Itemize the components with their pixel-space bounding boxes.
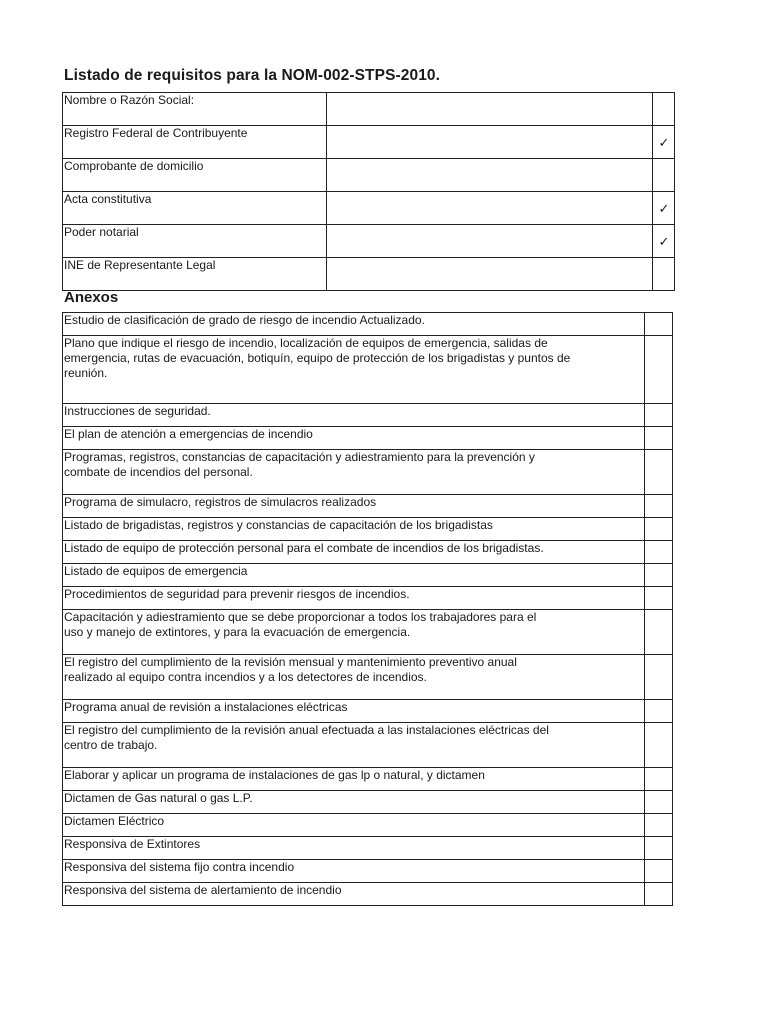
annex-table (62, 312, 673, 906)
annex-label: Plano que indique el riesgo de incendio, localización de equipos de emergencia, salidas de emergencia, rutas de evacuación, botiquín, equipo de protección de los brigadistas y puntos de reunión. (63, 336, 645, 404)
table-row (63, 768, 673, 791)
table-row (63, 93, 675, 126)
annex-label: Programa de simulacro, registros de simulacros realizados (63, 495, 645, 518)
check-mark-icon: ✓ (658, 134, 670, 150)
table-row (63, 404, 673, 427)
table-row (63, 495, 673, 518)
annex-check-cell[interactable] (645, 587, 673, 610)
requirement-check-cell[interactable] (653, 126, 675, 159)
annex-check-cell[interactable] (645, 610, 673, 655)
annex-check-cell[interactable] (645, 313, 673, 336)
table-row (63, 883, 673, 906)
requirement-label: Nombre o Razón Social: (63, 93, 327, 126)
table-row (63, 126, 675, 159)
requirement-label: INE de Representante Legal (63, 258, 327, 291)
requirement-check-cell[interactable] (653, 258, 675, 291)
table-row (63, 258, 675, 291)
annex-check-cell[interactable] (645, 495, 673, 518)
annex-label: Responsiva de Extintores (63, 837, 645, 860)
annex-label: Procedimientos de seguridad para prevenir riesgos de incendios. (63, 587, 645, 610)
annex-label: Listado de equipos de emergencia (63, 564, 645, 587)
page-title: Listado de requisitos para la NOM-002-STPS-2010. (64, 67, 441, 84)
table-row (63, 700, 673, 723)
annex-label: Dictamen Eléctrico (63, 814, 645, 837)
annex-check-cell[interactable] (645, 814, 673, 837)
annex-check-cell[interactable] (645, 541, 673, 564)
requirement-label: Poder notarial (63, 225, 327, 258)
annex-check-cell[interactable] (645, 723, 673, 768)
annex-label: El registro del cumplimiento de la revisión mensual y mantenimiento preventivo anual realizado al equipo contra incendios y a los detectores de incendios. (63, 655, 645, 700)
table-row (63, 518, 673, 541)
annex-check-cell[interactable] (645, 518, 673, 541)
annex-label: Programas, registros, constancias de capacitación y adiestramiento para la prevención y combate de incendios del personal. (63, 450, 645, 495)
table-row (63, 192, 675, 225)
table-row (63, 655, 673, 700)
requirement-check-cell[interactable] (653, 159, 675, 192)
annex-check-cell[interactable] (645, 450, 673, 495)
annex-label: Listado de brigadistas, registros y constancias de capacitación de los brigadistas (63, 518, 645, 541)
requirement-check-cell[interactable] (653, 93, 675, 126)
requirement-value-cell[interactable] (327, 159, 653, 192)
requirement-value-cell[interactable] (327, 225, 653, 258)
annex-check-cell[interactable] (645, 860, 673, 883)
annex-label: Instrucciones de seguridad. (63, 404, 645, 427)
table-row (63, 791, 673, 814)
table-row (63, 541, 673, 564)
table-row (63, 313, 673, 336)
table-row (63, 225, 675, 258)
annex-label: Listado de equipo de protección personal para el combate de incendios de los brigadistas. (63, 541, 645, 564)
table-row (63, 427, 673, 450)
table-row (63, 587, 673, 610)
annex-check-cell[interactable] (645, 404, 673, 427)
requirement-label: Registro Federal de Contribuyente (63, 126, 327, 159)
annex-check-cell[interactable] (645, 655, 673, 700)
requirement-check-cell[interactable] (653, 192, 675, 225)
annex-check-cell[interactable] (645, 427, 673, 450)
annex-section-title: Anexos (64, 289, 119, 306)
requirements-table (62, 92, 675, 291)
requirement-label: Comprobante de domicilio (63, 159, 327, 192)
annex-label: El plan de atención a emergencias de incendio (63, 427, 645, 450)
annex-check-cell[interactable] (645, 700, 673, 723)
annex-check-cell[interactable] (645, 837, 673, 860)
table-row (63, 336, 673, 404)
check-mark-icon: ✓ (658, 200, 670, 216)
table-row (63, 814, 673, 837)
requirement-value-cell[interactable] (327, 93, 653, 126)
annex-check-cell[interactable] (645, 791, 673, 814)
table-row (63, 723, 673, 768)
annex-label: El registro del cumplimiento de la revisión anual efectuada a las instalaciones eléctricas del centro de trabajo. (63, 723, 645, 768)
requirement-value-cell[interactable] (327, 192, 653, 225)
requirement-label: Acta constitutiva (63, 192, 327, 225)
requirement-check-cell[interactable] (653, 225, 675, 258)
table-row (63, 450, 673, 495)
annex-check-cell[interactable] (645, 336, 673, 404)
check-mark-icon: ✓ (658, 233, 670, 249)
requirement-value-cell[interactable] (327, 126, 653, 159)
annex-label: Estudio de clasificación de grado de riesgo de incendio Actualizado. (63, 313, 645, 336)
table-row (63, 610, 673, 655)
annex-check-cell[interactable] (645, 564, 673, 587)
table-row (63, 837, 673, 860)
annex-label: Responsiva del sistema de alertamiento de incendio (63, 883, 645, 906)
annex-check-cell[interactable] (645, 768, 673, 791)
annex-label: Responsiva del sistema fijo contra incendio (63, 860, 645, 883)
table-row (63, 860, 673, 883)
annex-label: Elaborar y aplicar un programa de instalaciones de gas lp o natural, y dictamen (63, 768, 645, 791)
table-row (63, 564, 673, 587)
annex-label: Capacitación y adiestramiento que se debe proporcionar a todos los trabajadores para el uso y manejo de extintores, y para la evacuación de emergencia. (63, 610, 645, 655)
annex-label: Dictamen de Gas natural o gas L.P. (63, 791, 645, 814)
table-row (63, 159, 675, 192)
requirement-value-cell[interactable] (327, 258, 653, 291)
annex-label: Programa anual de revisión a instalaciones eléctricas (63, 700, 645, 723)
annex-check-cell[interactable] (645, 883, 673, 906)
